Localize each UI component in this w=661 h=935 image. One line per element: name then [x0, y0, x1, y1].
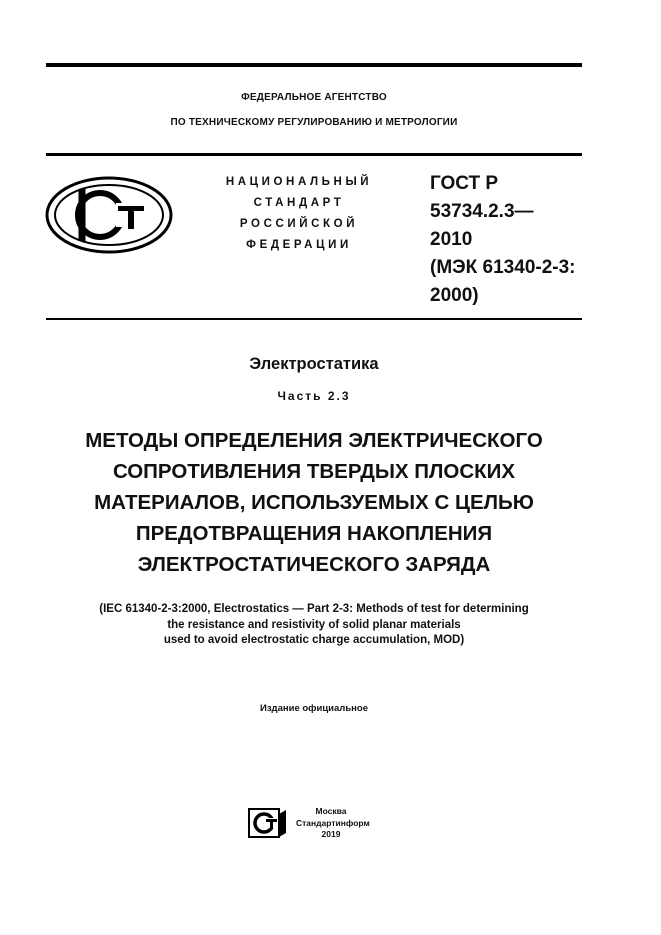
- designation-line: 53734.2.3—: [430, 201, 534, 222]
- iec-reference-line: the resistance and resistivity of solid planar materials: [167, 618, 461, 631]
- national-standard-label: [200, 172, 398, 256]
- title-line: ЭЛЕКТРОСТАТИЧЕСКОГО ЗАРЯДА: [137, 553, 491, 576]
- document-subject: Электростатика: [249, 355, 379, 373]
- title-line: МЕТОДЫ ОПРЕДЕЛЕНИЯ ЭЛЕКТРИЧЕСКОГО: [85, 429, 543, 452]
- iec-reference-line: used to avoid electrostatic charge accumulation, MOD): [163, 634, 465, 646]
- standartinform-logo-icon: [248, 808, 288, 838]
- designation-line: ГОСТ Р: [430, 173, 499, 194]
- top-rule: [46, 63, 582, 67]
- national-standard-line: СТАНДАРТ: [253, 197, 345, 209]
- iec-reference-line: (IEC 61340-2-3:2000, Electrostatics — Part 2-3: Methods of test for determining: [99, 603, 529, 615]
- header-bottom-rule: [46, 318, 582, 320]
- national-standard-line: ФЕДЕРАЦИИ: [246, 239, 352, 251]
- publisher-year: 2019: [321, 829, 341, 839]
- designation-line: 2000): [430, 285, 479, 306]
- designation-line: (МЭК 61340-2-3:: [430, 257, 576, 278]
- iec-reference: [30, 602, 598, 649]
- agency-bottom-rule: [46, 153, 582, 156]
- national-standard-line: НАЦИОНАЛЬНЫЙ: [225, 176, 373, 188]
- edition-label: Издание официальное: [260, 703, 368, 714]
- rst-standard-mark-icon: [44, 175, 174, 255]
- title-line: ПРЕДОТВРАЩЕНИЯ НАКОПЛЕНИЯ: [135, 522, 493, 545]
- document-title: [30, 425, 598, 580]
- agency-name-line1: ФЕДЕРАЛЬНОЕ АГЕНТСТВО: [241, 92, 387, 103]
- national-standard-line: РОССИЙСКОЙ: [239, 218, 359, 230]
- publisher-info: [296, 806, 370, 841]
- document-part: Часть 2.3: [277, 389, 351, 403]
- standard-designation: [430, 170, 600, 310]
- publisher-city: Москва: [315, 806, 347, 816]
- publisher-name: Стандартинформ: [296, 817, 370, 828]
- title-line: СОПРОТИВЛЕНИЯ ТВЕРДЫХ ПЛОСКИХ: [112, 460, 516, 483]
- title-line: МАТЕРИАЛОВ, ИСПОЛЬЗУЕМЫХ С ЦЕЛЬЮ: [94, 491, 534, 514]
- designation-line: 2010: [430, 229, 473, 250]
- agency-name-line2: ПО ТЕХНИЧЕСКОМУ РЕГУЛИРОВАНИЮ И МЕТРОЛОГИИ: [170, 117, 458, 128]
